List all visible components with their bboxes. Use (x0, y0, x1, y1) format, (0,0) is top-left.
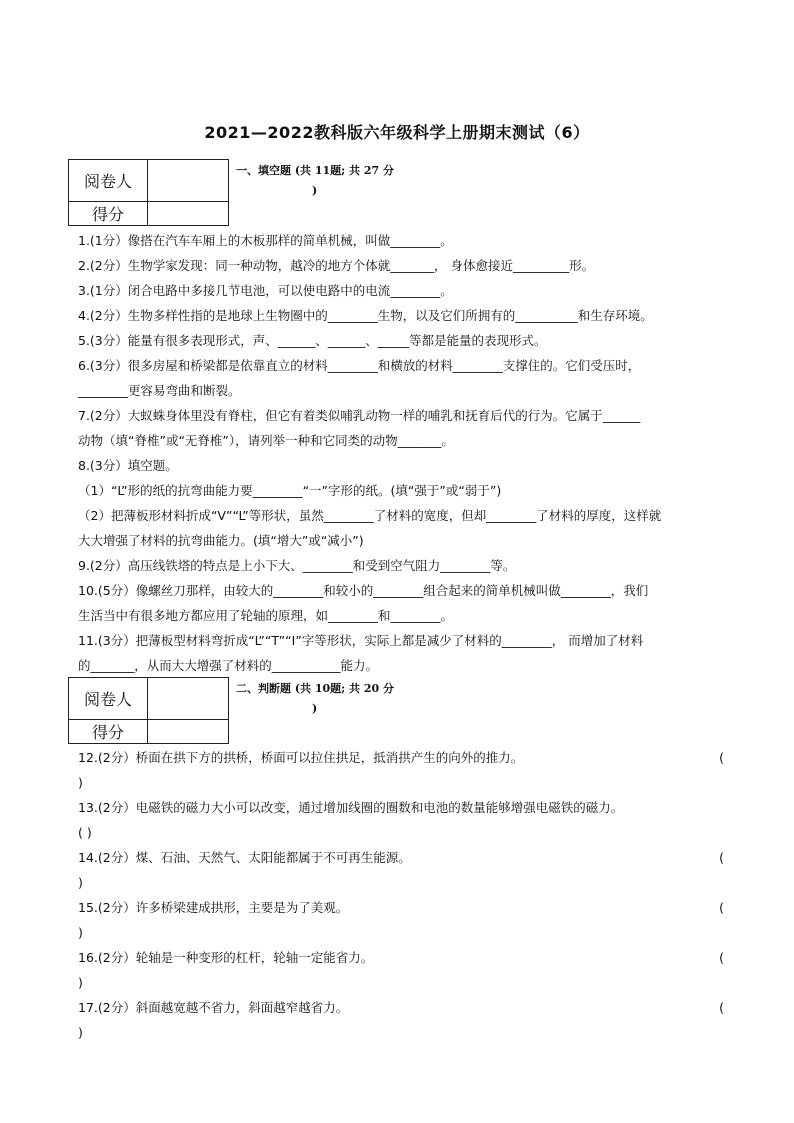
grader-table (68, 159, 229, 226)
grader-table (68, 677, 229, 744)
question-continuation: ( ) (78, 825, 92, 840)
question-text: 8.(3分）填空题。 (78, 458, 178, 473)
question-text: 16.(2分）轮轴是一种变形的杠杆，轮轴一定能省力。 (78, 950, 374, 965)
question (78, 795, 724, 845)
question (78, 578, 724, 628)
question-text: 12.(2分）桥面在拱下方的拱桥，桥面可以拉住拱足，抵消拱产生的向外的推力。 (78, 750, 524, 765)
question-text: 17.(2分）斜面越宽越不省力，斜面越窄越省力。 (78, 1000, 349, 1015)
reviewer-cell (148, 160, 229, 202)
question-continuation: 大大增强了材料的抗弯曲能力。(填“增大”或“减小”) (78, 533, 364, 548)
reviewer-label: 阅卷人 (69, 160, 148, 202)
question-continuation: ) (78, 1025, 83, 1040)
section-heading (236, 161, 394, 201)
question (78, 553, 724, 578)
question-text: 15.(2分）许多桥梁建成拱形，主要是为了美观。 (78, 900, 349, 915)
reviewer-label: 阅卷人 (69, 678, 148, 720)
question (78, 995, 724, 1045)
question (78, 403, 724, 453)
question-continuation: 动物（填“脊椎”或“无脊椎”），请列举一种和它同类的动物_______。 (78, 433, 454, 448)
section-heading (236, 679, 394, 719)
answer-paren: ( (719, 900, 724, 915)
page-title: 2021—2022教科版六年级科学上册期末测试（6） (204, 123, 590, 142)
question-text: 2.(2分）生物学家发现：同一种动物，越冷的地方个体就_______， 身体愈接近_________形。 (78, 258, 595, 273)
question-text: （2）把薄板形材料折成“V”“L”等形状，虽然________了材料的宽度，但却________了材料的厚度，这样就 (78, 508, 662, 523)
question-text: 4.(2分）生物多样性指的是地球上生物圈中的________生物，以及它们所拥有的__________和生存环境。 (78, 308, 653, 323)
question-text: 5.(3分）能量有很多表现形式，声、______、______、_____等都是能量的表现形式。 (78, 333, 547, 348)
question (78, 353, 724, 403)
question (78, 895, 724, 945)
score-label: 得分 (69, 202, 148, 226)
reviewer-cell (148, 678, 229, 720)
question-text: （1）“L”形的纸的抗弯曲能力要________“一”字形的纸。(填“强于”或“弱于”) (78, 483, 502, 498)
question (78, 478, 724, 503)
question-text: 6.(3分）很多房屋和桥梁都是依靠直立的材料________和横放的材料________支撑住的。它们受压时， (78, 358, 641, 373)
answer-paren: ( (719, 750, 724, 765)
question-text: 7.(2分）大蚁蛛身体里没有脊柱，但它有着类似哺乳动物一样的哺乳和抚育后代的行为。它属于______ (78, 408, 641, 423)
question-text: 13.(2分）电磁铁的磁力大小可以改变，通过增加线圈的圈数和电池的数量能够增强电磁铁的磁力。 (78, 800, 624, 815)
score-label: 得分 (69, 720, 148, 744)
question (78, 328, 724, 353)
question-text: 14.(2分）煤、石油、天然气、太阳能都属于不可再生能源。 (78, 850, 411, 865)
answer-paren: ( (719, 1000, 724, 1015)
question (78, 253, 724, 278)
question (78, 745, 724, 795)
question-continuation: 生活当中有很多地方都应用了轮轴的原理，如________和________。 (78, 608, 454, 623)
question-continuation: ________更容易弯曲和断裂。 (78, 383, 241, 398)
section-heading-close: ) (312, 702, 318, 715)
answer-paren: ( (719, 850, 724, 865)
question-continuation: ) (78, 925, 83, 940)
question-continuation: ) (78, 975, 83, 990)
question-text: 1.(1分）像搭在汽车车厢上的木板那样的简单机械，叫做________。 (78, 233, 453, 248)
question-text: 3.(1分）闭合电路中多接几节电池，可以使电路中的电流________。 (78, 283, 453, 298)
question-continuation: ) (78, 775, 83, 790)
section-heading-close: ) (312, 184, 318, 197)
question (78, 945, 724, 995)
question-text: 10.(5分）像螺丝刀那样，由较大的________和较小的________组合起来的简单机械叫做________，我们 (78, 583, 649, 598)
question (78, 278, 724, 303)
question (78, 628, 724, 678)
score-cell (148, 720, 229, 744)
question (78, 228, 724, 253)
question-continuation: 的_______，从而大大增强了材料的___________能力。 (78, 658, 379, 673)
question (78, 453, 724, 478)
question-text: 9.(2分）高压线铁塔的特点是上小下大、________和受到空气阻力________等。 (78, 558, 516, 573)
question (78, 303, 724, 328)
question-text: 11.(3分）把薄板型材料弯折成“L”“T”“I”字等形状，实际上都是减少了材料的________， 而增加了材料 (78, 633, 644, 648)
question (78, 845, 724, 895)
question-continuation: ) (78, 875, 83, 890)
question (78, 503, 724, 553)
section-heading-text: 一、填空题 (共 11题; 共 27 分 (236, 164, 395, 177)
answer-paren: ( (719, 950, 724, 965)
score-cell (148, 202, 229, 226)
section-heading-text: 二、判断题 (共 10题; 共 20 分 (236, 682, 395, 695)
